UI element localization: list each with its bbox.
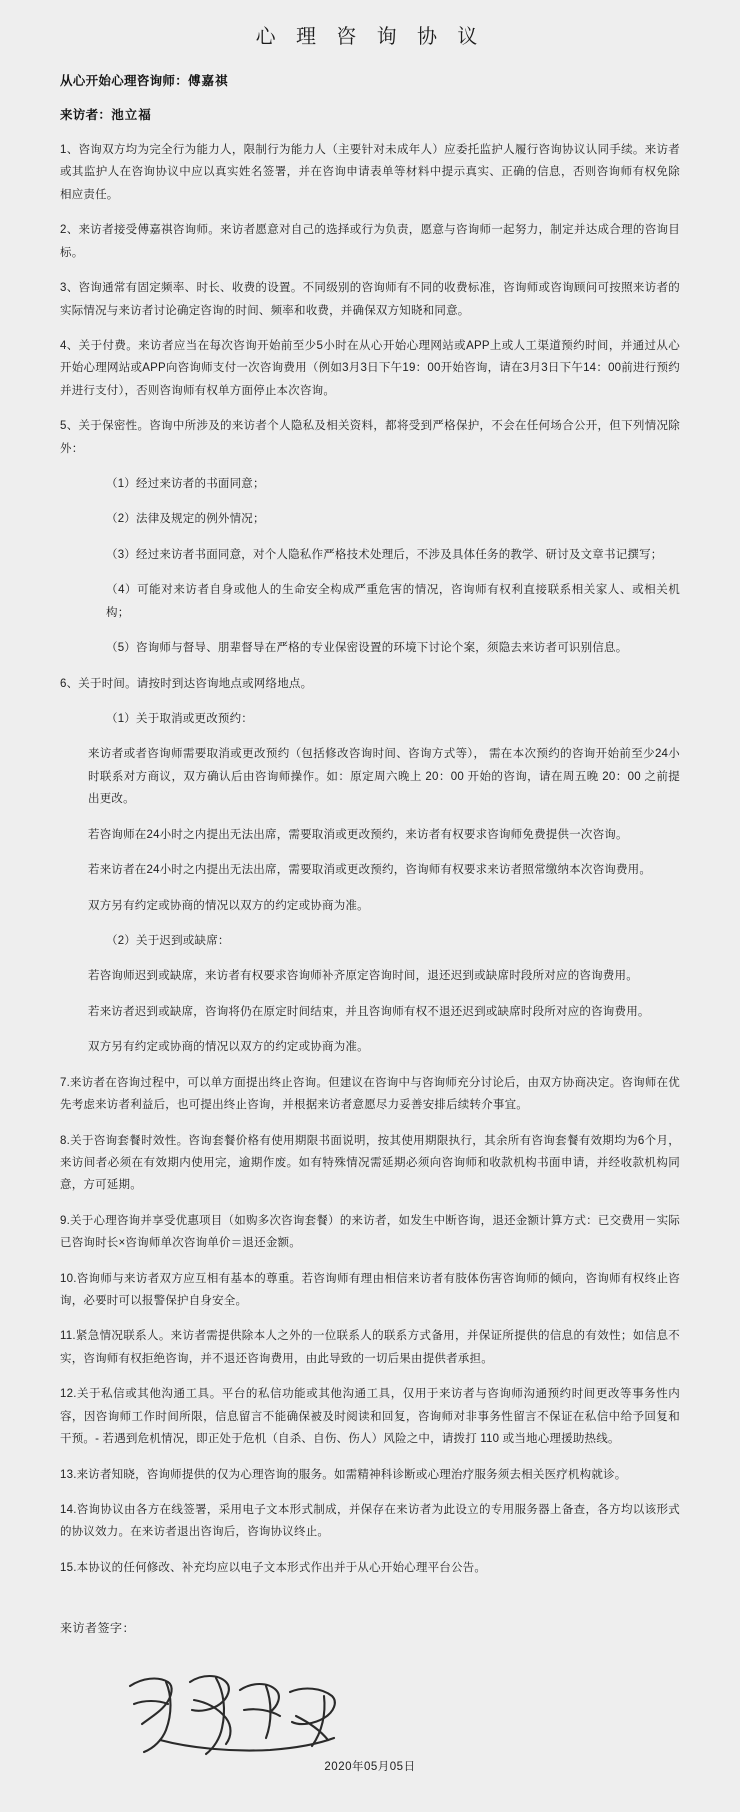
counselor-line: [60, 71, 680, 89]
counselor-label: 从心开始心理咨询师：: [60, 74, 189, 88]
clause-5-item-2: （2）法律及规定的例外情况；: [106, 513, 265, 526]
clause-5-item-3: （3）经过来访者书面同意，对个人隐私作严格技术处理后，不涉及具体任务的教学、研讨及文章书记撰写；: [106, 548, 663, 561]
signature-label: 来访者签字：: [60, 1621, 136, 1636]
visitor-label: 来访者：: [60, 108, 112, 122]
clause-6-sub2-item-3: 双方另有约定或协商的情况以双方的约定或协商为准。: [88, 1041, 369, 1054]
clause-6-sub1-title: （1）关于取消或更改预约：: [106, 713, 253, 726]
clause-5-item-5: （5）咨询师与督导、朋辈督导在严格的专业保密设置的环境下讨论个案，须隐去来访者可识别信息。: [106, 642, 628, 655]
clause-11: 11.紧急情况联系人。来访者需提供除本人之外的一位联系人的联系方式备用，并保证所提供的信息的有效性；如信息不实，咨询师有权拒绝咨询，并不退还咨询费用，由此导致的一切后果由提供者承担。: [60, 1330, 680, 1365]
clause-6-sub1-item-3: 若来访者在24小时之内提出无法出席，需要取消或更改预约，咨询师有权要求来访者照常缴纳本次咨询费用。: [88, 864, 652, 877]
visitor-name: 池立福: [111, 108, 152, 122]
clause-9: 9.关于心理咨询并享受优惠项目（如购多次咨询套餐）的来访者，如发生中断咨询，退还金额计算方式：已交费用－实际已咨询时长×咨询师单次咨询单价＝退还金额。: [60, 1214, 680, 1250]
clause-5-item-1: （1）经过来访者的书面同意；: [106, 478, 265, 491]
clause-6: 6、关于时间。请按时到达咨询地点或网络地点。: [60, 677, 313, 690]
clause-5-item-4: （4）可能对来访者自身或他人的生命安全构成严重危害的情况，咨询师有权利直接联系相关家人、或相关机构；: [106, 584, 680, 619]
clause-6-sub1-item-1: 来访者或者咨询师需要取消或更改预约（包括修改咨询时间、咨询方式等）， 需在本次预约的咨询开始前至少24小时联系对方商议，双方确认后由咨询师操作。如：原定周六晚上 20：00 开始的咨询，请在周五晚 20：00 之前提出更改。: [88, 748, 680, 806]
clause-12: 12.关于私信或其他沟通工具。平台的私信功能或其他沟通工具，仅用于来访者与咨询师沟通预约时间更改等事务性内容，因咨询师工作时间所限，信息留言不能确保被及时阅读和回复，咨询师对非事务性留言不保证在私信中给予回复和干预。- 若遇到危机情况，即正处于危机（自杀、自伤、伤人）风险之中，请拨打 110 或当地心理援助热线。: [60, 1388, 680, 1446]
clause-1: 1、咨询双方均为完全行为能力人，限制行为能力人（主要针对未成年人）应委托监护人履行咨询协议认同手续。来访者或其监护人在咨询协议中应以真实姓名签署，并在咨询申请表单等材料中提示真实、正确的信息，否则咨询师有权免除相应责任。: [60, 144, 680, 201]
clause-6-sub1-item-2: 若咨询师在24小时之内提出无法出席，需要取消或更改预约，来访者有权要求咨询师免费提供一次咨询。: [88, 828, 628, 841]
clause-6-sub2-item-2: 若来访者迟到或缺席，咨询将仍在原定时间结束，并且咨询师有权不退还迟到或缺席时段所对应的咨询费用。: [88, 1005, 650, 1018]
clause-7: 7.来访者在咨询过程中，可以单方面提出终止咨询。但建议在咨询中与咨询师充分讨论后，由双方协商决定。咨询师在优先考虑来访者利益后，也可提出终止咨询，并根据来访者意愿尽力妥善安排后续转介事宜。: [60, 1076, 680, 1112]
handwritten-signature: [120, 1652, 350, 1772]
clause-6-sub2-item-1: 若咨询师迟到或缺席，来访者有权要求咨询师补齐原定咨询时间，退还迟到或缺席时段所对应的咨询费用。: [88, 970, 638, 983]
clause-2: 2、来访者接受傅嘉祺咨询师。来访者愿意对自己的选择或行为负责，愿意与咨询师一起努力，制定并达成合理的咨询目标。: [60, 224, 680, 259]
clause-15: 15.本协议的任何修改、补充均应以电子文本形式作出并于从心开始心理平台公告。: [60, 1561, 487, 1574]
visitor-line: [60, 105, 680, 123]
counselor-name: 傅嘉祺: [188, 74, 229, 88]
clause-4: 4、关于付费。来访者应当在每次咨询开始前至少5小时在从心开始心理网站或APP上或人工渠道预约时间，并通过从心开始心理网站或APP向咨询师支付一次咨询费用（例如3月3日下午19：00开始咨询，请在3月3日下午14：00前进行预约并进行支付），否则咨询师有权单方面停止本次咨询。: [60, 339, 680, 397]
clause-10: 10.咨询师与来访者双方应互相有基本的尊重。若咨询师有理由相信来访者有肢体伤害咨询师的倾向，咨询师有权终止咨询，必要时可以报警保护自身安全。: [60, 1272, 680, 1308]
clause-6-sub2-title: （2）关于迟到或缺席：: [106, 934, 230, 947]
clause-13: 13.来访者知晓，咨询师提供的仅为心理咨询的服务。如需精神科诊断或心理治疗服务须去相关医疗机构就诊。: [60, 1468, 627, 1481]
clause-8: 8.关于咨询套餐时效性。咨询套餐价格有使用期限书面说明，按其使用期限执行，其余所有咨询套餐有效期均为6个月，来访间者必须在有效期内使用完，逾期作废。如有特殊情况需延期必须向咨询师和收款机构书面申请，并经收款机构同意，方可延期。: [60, 1134, 680, 1192]
clause-6-sub1-item-4: 双方另有约定或协商的情况以双方的约定或协商为准。: [88, 899, 369, 912]
clause-3: 3、咨询通常有固定频率、时长、收费的设置。不同级别的咨询师有不同的收费标准，咨询师或咨询顾问可按照来访者的实际情况与来访者讨论确定咨询的时间、频率和收费，并确保双方知晓和同意。: [60, 282, 680, 317]
page-title: 心 理 咨 询 协 议: [255, 24, 485, 48]
signature-date: 2020年05月05日: [324, 1761, 416, 1774]
clause-5: 5、关于保密性。咨询中所涉及的来访者个人隐私及相关资料，都将受到严格保护，不会在任何场合公开，但下列情况除外：: [60, 420, 680, 455]
clause-14: 14.咨询协议由各方在线签署，采用电子文本形式制成，并保存在来访者为此设立的专用服务器上备查，各方均以该形式的协议效力。在来访者退出咨询后，咨询协议终止。: [60, 1503, 680, 1539]
